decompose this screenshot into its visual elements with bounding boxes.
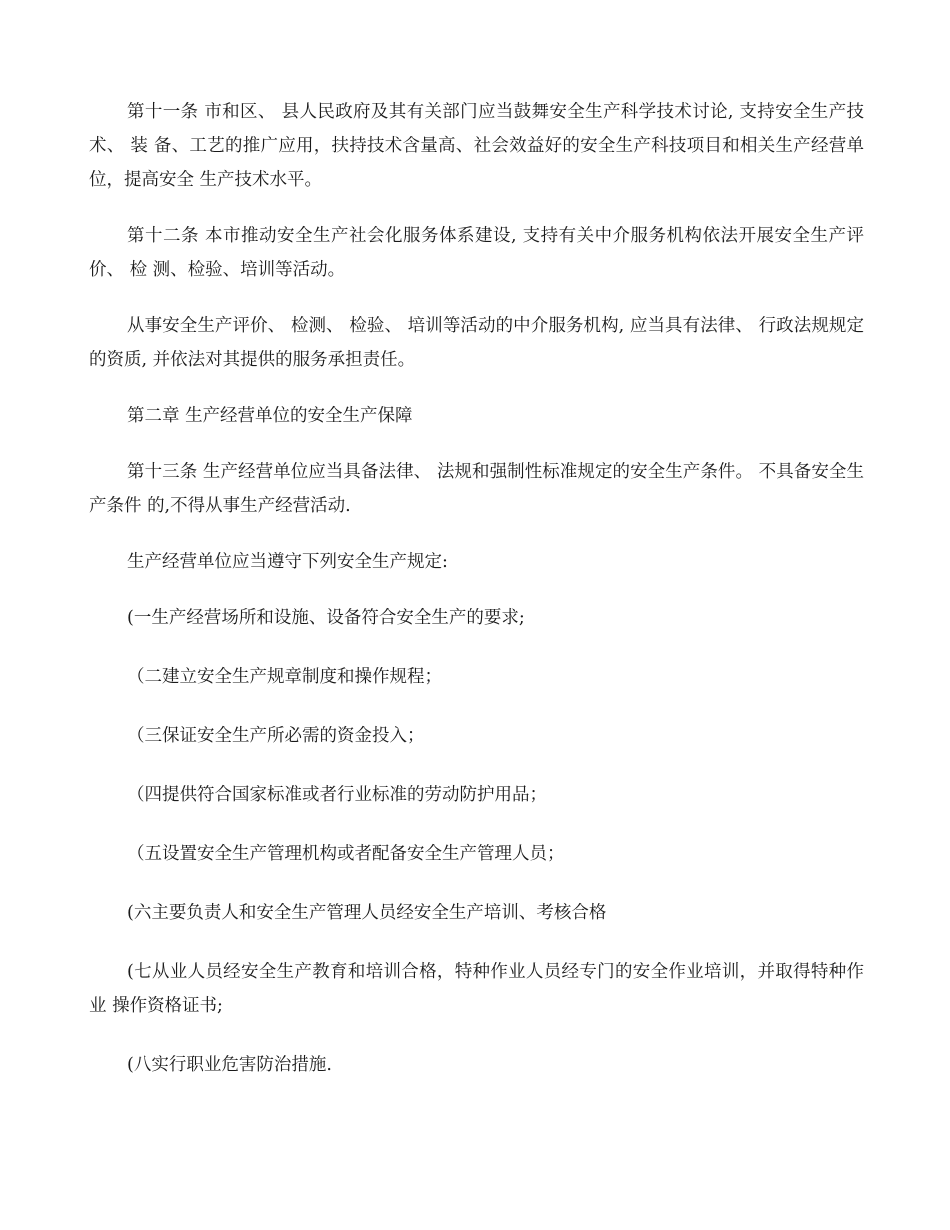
- list-item: (七从业人员经安全生产教育和培训合格，特种作业人员经专门的安全作业培训，并取得特种作业 操作资格证书;: [89, 962, 864, 1016]
- list-item: （二建立安全生产规章制度和操作规程；: [127, 667, 442, 687]
- chapter-2-heading: 第二章 生产经营单位的安全生产保障: [127, 406, 413, 426]
- list-item: （三保证安全生产所必需的资金投入；: [127, 726, 425, 746]
- list-item: (八实行职业危害防治措施.: [127, 1055, 332, 1075]
- agency-qualification-paragraph: 从事安全生产评价、 检测、 检验、 培训等活动的中介服务机构, 应当具有法律、 行政法规规定的资质, 并依法对其提供的服务承担责任。: [89, 316, 864, 370]
- list-item: （四提供符合国家标准或者行业标准的劳动防护用品；: [127, 785, 547, 805]
- article-11-paragraph: 第十一条 市和区、 县人民政府及其有关部门应当鼓舞安全生产科学技术讨论, 支持安全生产技术、 装 备、工艺的推广应用，扶持技术含量高、社会效益好的安全生产科技项目和相关生产经营单位，提高安全 生产技术水平。: [89, 102, 864, 190]
- regulations-intro-paragraph: 生产经营单位应当遵守下列安全生产规定:: [127, 552, 448, 572]
- article-12-paragraph: 第十二条 本市推动安全生产社会化服务体系建设, 支持有关中介服务机构依法开展安全生产评价、 检 测、检验、培训等活动。: [89, 226, 864, 280]
- list-item: (一生产经营场所和设施、设备符合安全生产的要求;: [127, 608, 525, 628]
- list-item: (六主要负责人和安全生产管理人员经安全生产培训、考核合格: [127, 903, 607, 923]
- document-page: [89, 95, 864, 1107]
- list-item: （五设置安全生产管理机构或者配备安全生产管理人员；: [127, 844, 565, 864]
- article-13-paragraph: 第十三条 生产经营单位应当具备法律、 法规和强制性标准规定的安全生产条件。 不具备安全生产条件 的,不得从事生产经营活动.: [89, 462, 864, 516]
